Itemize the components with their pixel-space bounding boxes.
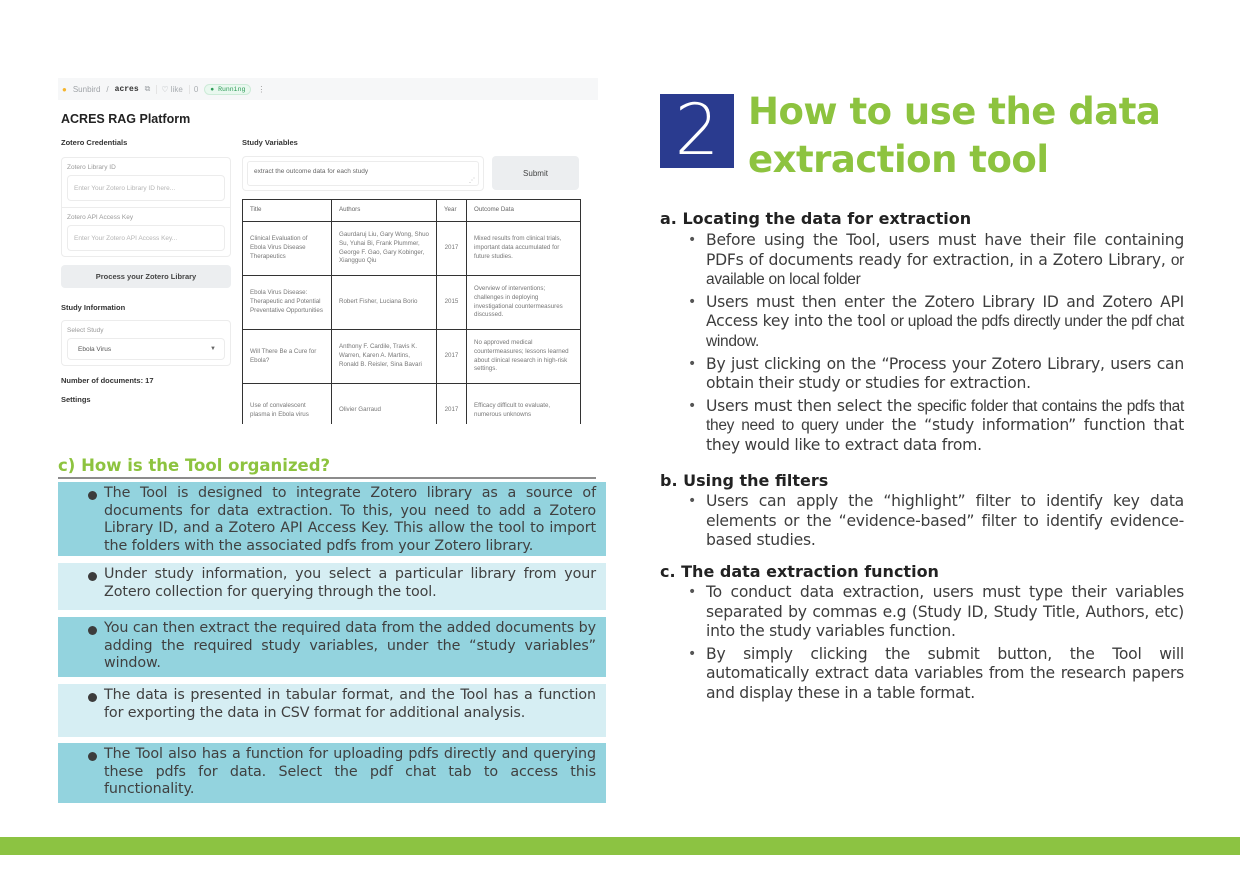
list-item — [706, 231, 1184, 290]
section-b-heading: b. Using the filters — [660, 471, 829, 490]
divider — [62, 207, 230, 208]
list-item-text-alt: or available on local folder — [706, 251, 1184, 289]
cell-title: Use of convalescent plasma in Ebola virus — [243, 384, 332, 425]
cell-authors: Olivier Garraud — [332, 384, 437, 425]
study-variables-label: Study Variables — [242, 138, 298, 147]
credentials-card — [61, 157, 231, 257]
org-item — [58, 684, 606, 737]
cell-year: 2017 — [437, 330, 467, 384]
section-c-heading: c) How is the Tool organized? — [58, 456, 331, 475]
section-c-right-heading: c. The data extraction function — [660, 562, 939, 581]
org-item-text: The data is presented in tabular format, and the Tool has a function for exporting the data in CSV format for additional analysis. — [104, 687, 596, 721]
org-item — [58, 482, 606, 556]
cell-outcome: Overview of interventions; challenges in deploying investigational countermeasures discussed. — [467, 276, 581, 330]
table-row — [243, 384, 581, 425]
list-item: • By simply clicking the submit button, the Tool will automatically extract data variables from the research papers and display these in a table format. — [706, 645, 1184, 704]
cell-authors: Gaurdaruj Liu, Gary Wong, Shuo Su, Yuhai Bi, Frank Plummer, George F. Gao, Gary Kobinger, Xiangguo Qiu — [332, 222, 437, 276]
section-c-rule — [58, 477, 596, 479]
table-header-row — [243, 200, 581, 222]
like-button[interactable] — [156, 85, 182, 94]
section-c-right-list — [706, 583, 1184, 704]
library-id-input[interactable]: Enter Your Zotero Library ID here... — [67, 175, 225, 201]
cell-title: Ebola Virus Disease: Therapeutic and Potential Preventative Opportunities — [243, 276, 332, 330]
list-item-text-alt: or upload the pdfs directly under the pdf chat window. — [706, 313, 1184, 350]
org-item — [58, 617, 606, 677]
settings-accordion[interactable]: Settings — [61, 395, 91, 404]
app-left-column — [61, 138, 231, 404]
heart-icon: ♡ — [161, 84, 169, 94]
cell-authors: Robert Fisher, Luciana Borio — [332, 276, 437, 330]
bullet-dot-icon — [88, 693, 97, 702]
app-topbar — [58, 78, 598, 100]
cell-title: Will There Be a Cure for Ebola? — [243, 330, 332, 384]
bullet-dot-icon — [88, 491, 97, 500]
study-variables-value: extract the outcome data for each study — [254, 168, 369, 175]
list-item — [706, 355, 1184, 394]
org-item — [58, 743, 606, 803]
page-title: How to use the data extraction tool — [748, 90, 1161, 181]
list-item: • To conduct data extraction, users must type their variables separated by commas e.g (Study ID, Study Title, Authors, etc) into the study variables function. — [706, 583, 1184, 642]
list-item-text-alt: specific folder that contains the pdfs that they need to query under — [706, 397, 1184, 435]
column-header-authors[interactable]: Authors — [332, 200, 437, 222]
list-item-text: Before using the Tool, users must have their file containing PDFs of documents ready for extraction, in a Zotero Library, — [706, 231, 1184, 269]
list-item-text: By just clicking on the “Process your Zotero Library, users can obtain their study or studies for extraction. — [706, 354, 1184, 393]
cell-outcome: Mixed results from clinical trials, important data accumulated for future studies. — [467, 222, 581, 276]
org-item-text: You can then extract the required data from the added documents by adding the required study variables, under the “study variables” window. — [104, 620, 596, 672]
vertical-ellipsis-icon[interactable]: ⋮ — [257, 84, 266, 94]
bullet-dot-icon — [88, 752, 97, 761]
chapter-number-box — [660, 89, 734, 171]
footer-bar — [0, 837, 1240, 855]
column-header-year[interactable]: Year — [437, 200, 467, 222]
org-item — [58, 563, 606, 610]
results-table — [242, 199, 581, 424]
submit-button[interactable]: Submit — [492, 156, 579, 190]
process-library-button[interactable]: Process your Zotero Library — [61, 265, 231, 288]
status-badge — [204, 84, 251, 95]
list-item-text: Users must then enter the Zotero Library ID and Zotero API Access key into the tool — [706, 292, 1184, 331]
resize-handle-icon[interactable]: ⋰ — [469, 178, 475, 184]
column-header-outcome[interactable]: Outcome Data — [467, 200, 581, 222]
bullet-dot-icon — [88, 572, 97, 581]
list-item-text: Users must then select the — [706, 396, 918, 415]
study-variables-row — [242, 156, 582, 191]
cell-year: 2017 — [437, 222, 467, 276]
section-a-heading: a. Locating the data for extraction — [660, 209, 972, 228]
list-item — [706, 293, 1184, 352]
path-separator: / — [106, 84, 109, 94]
cell-outcome: No approved medical countermeasures; lessons learned about clinical research in high-risk settings. — [467, 330, 581, 384]
copy-icon[interactable]: ⧉ — [144, 84, 151, 93]
zotero-credentials-label: Zotero Credentials — [61, 138, 128, 147]
list-item: • Users can apply the “highlight” filter to identify key data elements or the “evidence-based” filter to identify evidence-based studies. — [706, 492, 1184, 551]
space-owner[interactable]: Sunbird — [72, 84, 101, 94]
chevron-down-icon: ▼ — [210, 346, 216, 352]
section-b — [660, 471, 1184, 554]
chapter-number: 2 — [674, 89, 720, 171]
table-row — [243, 276, 581, 330]
study-information-label: Study Information — [61, 303, 126, 312]
cell-year: 2017 — [437, 384, 467, 425]
list-item — [706, 397, 1184, 456]
study-variables-input[interactable] — [247, 161, 479, 186]
app-right-column — [242, 138, 582, 424]
bullet-dot-icon — [88, 626, 97, 635]
like-label: like — [170, 84, 183, 94]
status-badge-label: Running — [218, 85, 246, 93]
section-c-right — [660, 562, 1184, 707]
status-dot-icon: ● — [210, 85, 215, 93]
app-title: ACRES RAG Platform — [61, 112, 191, 126]
library-id-label: Zotero Library ID — [67, 164, 116, 171]
space-repo[interactable]: acres — [114, 84, 139, 94]
app-screenshot — [58, 78, 598, 424]
table-row — [243, 330, 581, 384]
cell-year: 2015 — [437, 276, 467, 330]
cell-title: Clinical Evaluation of Ebola Virus Disease Therapeutics — [243, 222, 332, 276]
study-variables-card — [242, 156, 484, 191]
column-header-title[interactable]: Title — [243, 200, 332, 222]
section-a-list — [706, 231, 1184, 456]
org-item-text: Under study information, you select a particular library from your Zotero collection for querying through the tool. — [104, 566, 596, 600]
api-key-input[interactable]: Enter Your Zotero API Access Key... — [67, 225, 225, 251]
table-row — [243, 222, 581, 276]
cell-outcome: Efficacy difficult to evaluate, numerous unknowns — [467, 384, 581, 425]
org-item-text: The Tool is designed to integrate Zotero library as a source of documents for data extraction. To this, you need to add a Zotero Library ID, and a Zotero API Access Key. This allow the tool to import the folders with the associated pdfs from your Zotero library. — [104, 485, 596, 554]
hugging-face-logo-icon: ● — [62, 84, 67, 94]
section-b-list — [706, 492, 1184, 551]
document-count: Number of documents: 17 — [61, 376, 154, 385]
api-key-label: Zotero API Access Key — [67, 214, 134, 221]
select-study-label: Select Study — [67, 327, 104, 334]
selected-study: Ebola Virus — [78, 345, 112, 353]
list-item-text-tail: the “study information” function that they would like to extract data from. — [706, 416, 1185, 454]
cell-authors: Anthony F. Cardile, Travis K. Warren, Karen A. Martins, Ronald B. Reisler, Sina Bavari — [332, 330, 437, 384]
study-select-card — [61, 320, 231, 366]
org-item-text: The Tool also has a function for uploading pdfs directly and querying these pdfs for data. Select the pdf chat tab to access this functionality. — [104, 746, 596, 798]
section-a — [660, 209, 1184, 459]
study-select-dropdown[interactable] — [67, 338, 225, 360]
like-count: 0 — [189, 85, 198, 94]
